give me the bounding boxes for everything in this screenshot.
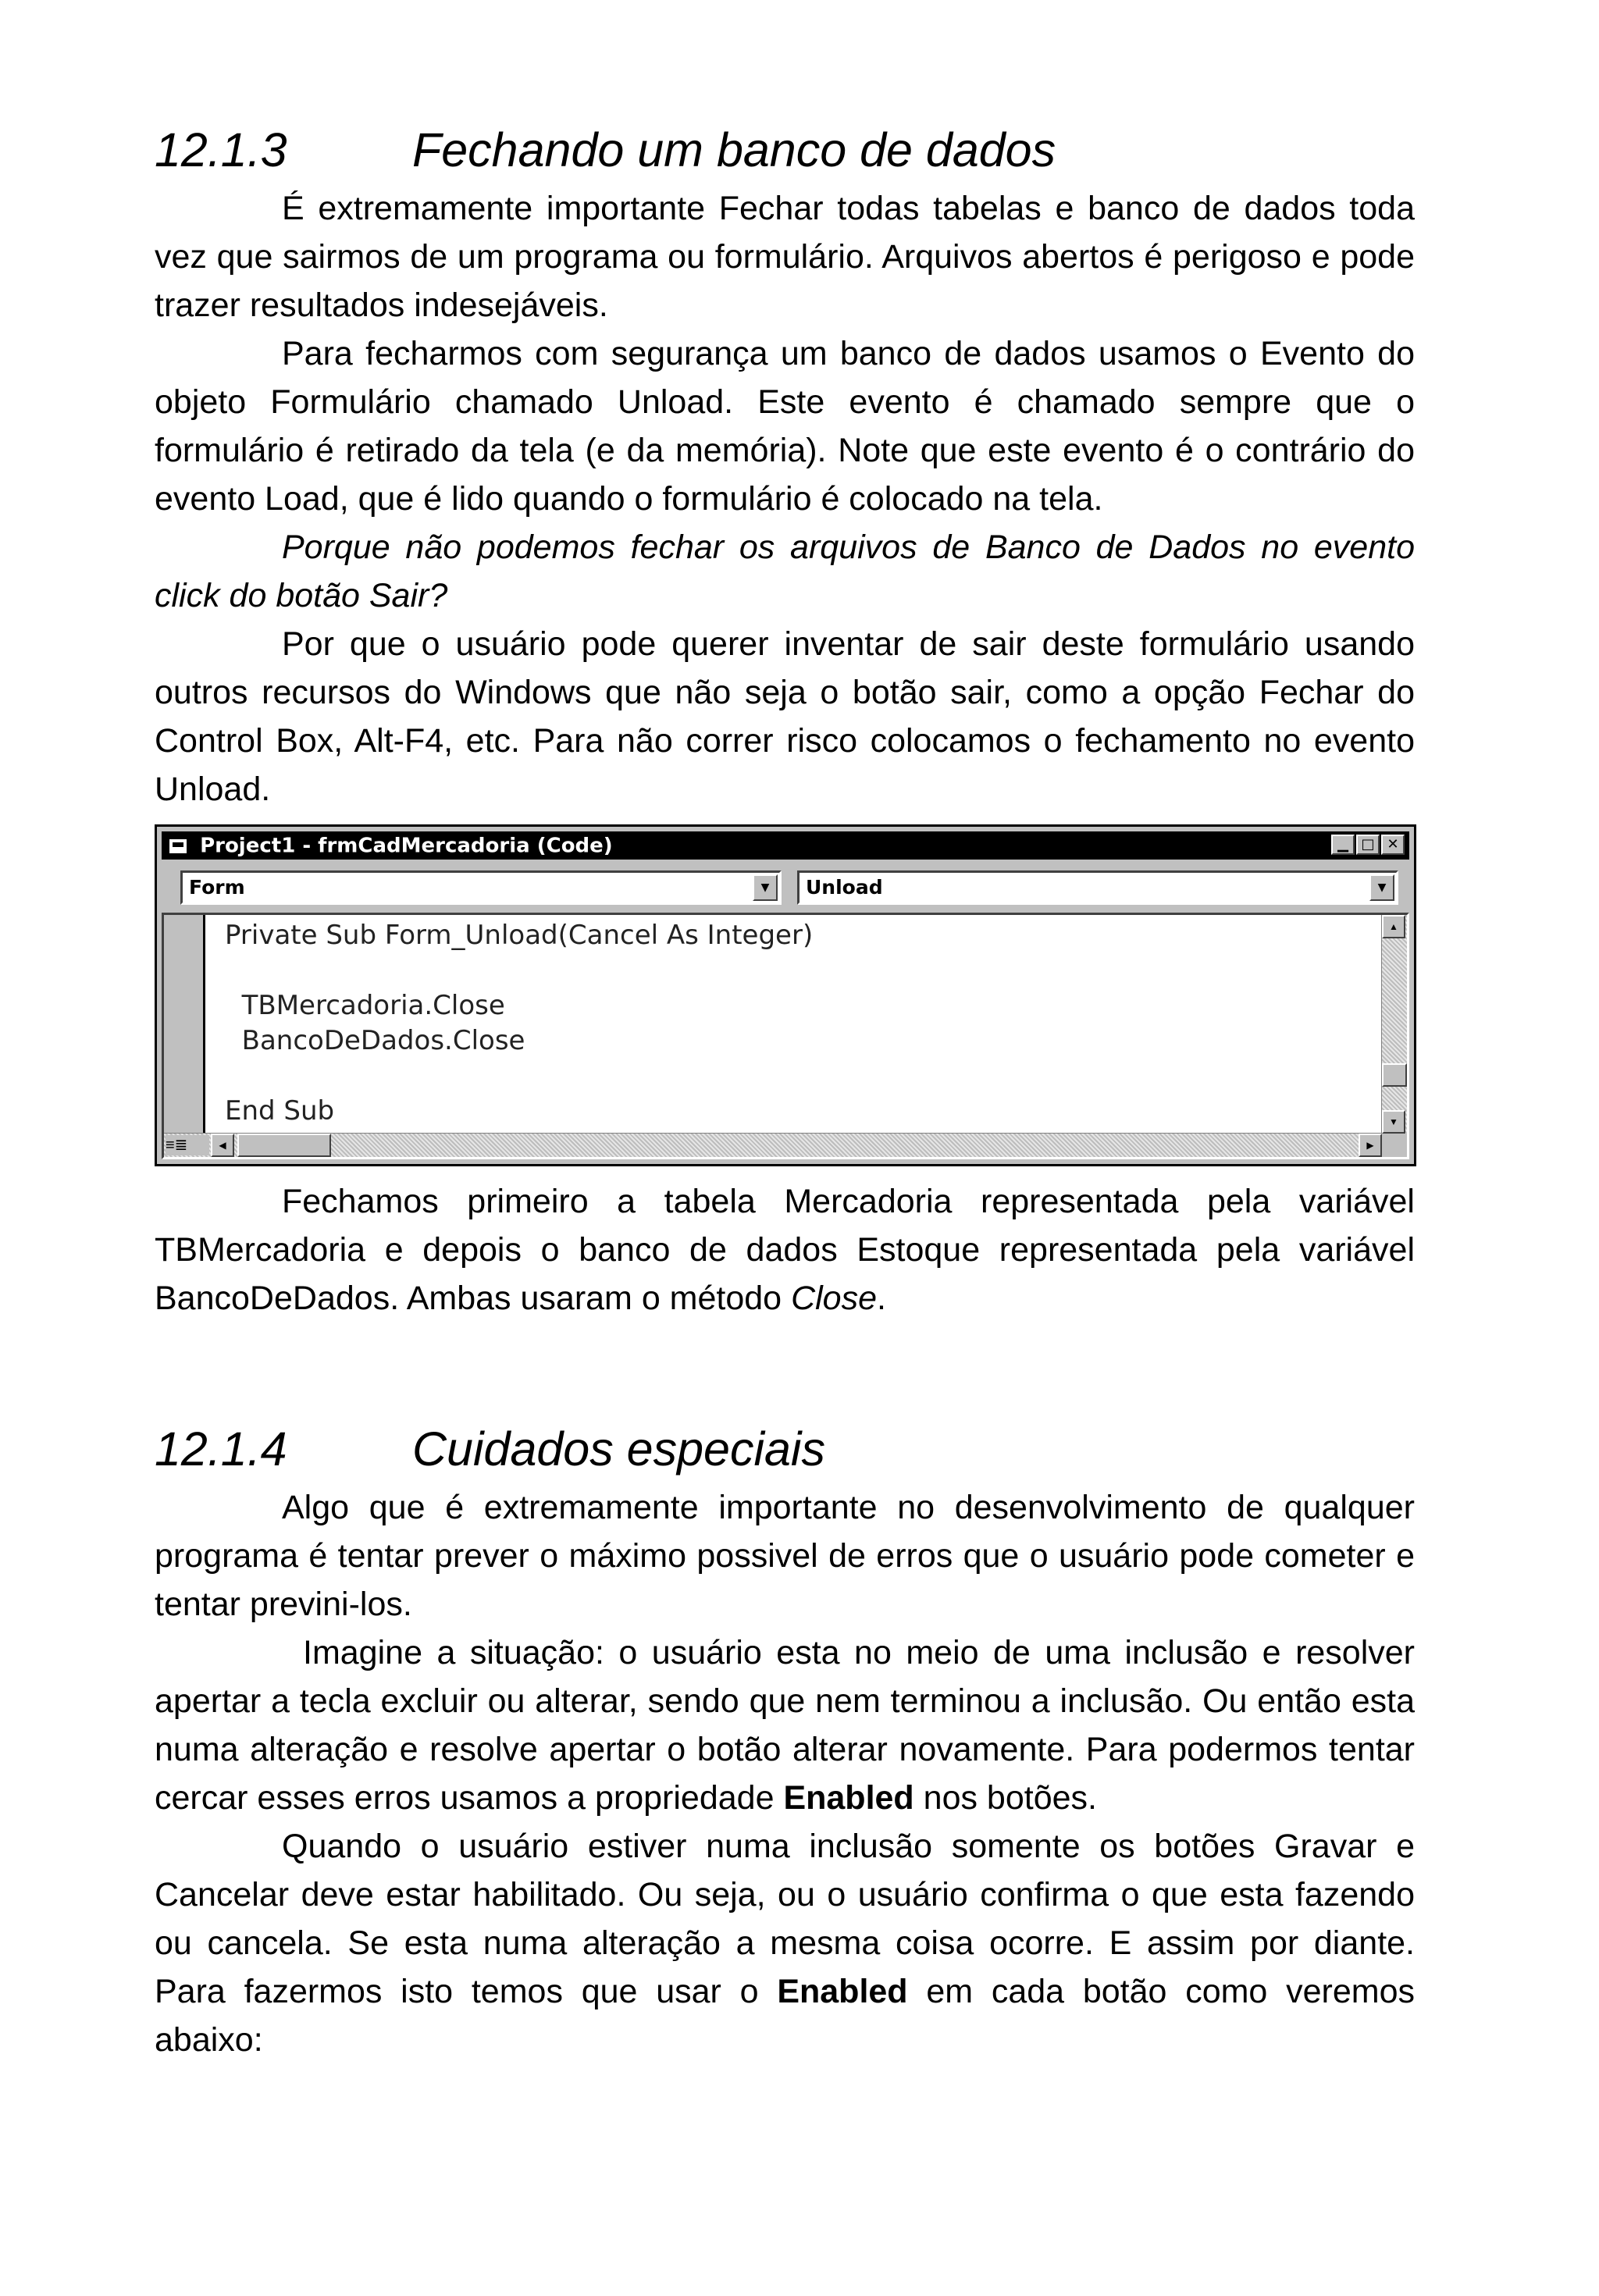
text-run: Imagine a situação: o usuário esta no meio de uma inclusão e resolver apertar a tecla excluir ou alterar, sendo que nem terminou a inclusão. Ou então esta numa alteração e resolve apertar o botão alterar novamente. Para podermos tentar cercar esses erros usamos a propriedade	[155, 1634, 1415, 1817]
window-system-icon	[169, 839, 187, 853]
section-number: 12.1.3	[155, 123, 287, 176]
code-editor	[162, 913, 1409, 1159]
document-page	[155, 116, 1415, 2064]
chevron-down-icon: ▼	[1369, 874, 1394, 901]
text-run: nos botões.	[913, 1779, 1097, 1817]
section-heading-1	[155, 119, 1415, 181]
view-toggle-icon: ≡≣	[166, 1135, 209, 1155]
vertical-scrollbar	[1381, 915, 1407, 1134]
paragraph: Por que o usuário pode querer inventar de sair deste formulário usando outros recursos do Windows que não seja o botão sair, como a opção Fechar do Control Box, Alt-F4, etc. Para não correr risco colocamos o fechamento no evento Unload.	[155, 625, 1415, 808]
text-run-italic: Close	[791, 1280, 877, 1317]
resize-grip-icon	[1382, 1134, 1407, 1157]
maximize-icon: □	[1356, 835, 1380, 855]
text-run-bold: Enabled	[777, 1973, 908, 2010]
paragraph	[155, 1822, 1415, 2064]
horizontal-scrollbar	[164, 1133, 1382, 1157]
text-run: .	[877, 1280, 886, 1317]
code-line: Private Sub Form_Unload(Cancel As Integer)	[225, 920, 814, 951]
vb-code-window-screenshot	[155, 824, 1416, 1166]
scroll-down-icon: ▼	[1382, 1110, 1405, 1134]
window-title: Project1 - frmCadMercadoria (Code)	[200, 834, 613, 858]
scroll-left-icon: ◀	[211, 1134, 234, 1157]
code-line	[225, 1059, 813, 1094]
text-run: Quando o usuário estiver numa inclusão somente os botões Gravar e Cancelar deve estar habilitado. Ou seja, ou o usuário confirma o que esta fazendo ou cancela. Se esta numa alteração a mesma coisa ocorre. E assim por diante. Para fazermos isto temos que usar o	[155, 1828, 1415, 2010]
text-run-bold: Enabled	[783, 1779, 914, 1817]
paragraph: Para fecharmos com segurança um banco de dados usamos o Evento do objeto Formulário chamado Unload. Este evento é chamado sempre que o formulário é retirado da tela (e da memória). Note que este evento é o contrário do evento Load, que é lido quando o formulário é colocado na tela.	[155, 335, 1415, 518]
paragraph	[155, 1629, 1415, 1822]
procedure-combo-value: Unload	[806, 876, 883, 899]
paragraph-question	[155, 523, 1415, 620]
window-title-bar	[162, 831, 1409, 860]
text-run: em cada botão como veremos abaixo:	[155, 1973, 1415, 2059]
section-number: 12.1.4	[155, 1422, 287, 1475]
code-gutter	[164, 915, 205, 1134]
scroll-thumb	[237, 1134, 331, 1157]
code-line: TBMercadoria.Close	[225, 990, 505, 1021]
scroll-up-icon: ▲	[1382, 915, 1405, 938]
chevron-down-icon: ▼	[753, 874, 778, 901]
code-lines	[225, 918, 813, 1129]
procedure-combo	[797, 870, 1398, 905]
paragraph: É extremamente importante Fechar todas tabelas e banco de dados toda vez que sairmos de um programa ou formulário. Arquivos abertos é perigoso e pode trazer resultados indesejáveis.	[155, 190, 1415, 324]
section-heading-2	[155, 1418, 1415, 1480]
code-line	[225, 953, 813, 988]
scroll-thumb	[1382, 1063, 1407, 1087]
text-run: Fechamos primeiro a tabela Mercadoria representada pela variável TBMercadoria e depois o banco de dados Estoque representada pela variável BancoDeDados. Ambas usaram o método	[155, 1183, 1415, 1317]
object-combo-value: Form	[189, 876, 245, 899]
section-title: Cuidados especiais	[412, 1422, 825, 1475]
code-line: End Sub	[225, 1095, 335, 1127]
window-controls	[1331, 835, 1405, 855]
object-combo	[180, 870, 782, 905]
code-line: BancoDeDados.Close	[225, 1025, 525, 1056]
minimize-icon: ▁	[1331, 835, 1355, 855]
paragraph	[155, 1177, 1415, 1322]
question-text: Porque não podemos fechar os arquivos de Banco de Dados no evento click do botão Sair?	[155, 529, 1415, 614]
paragraph: Algo que é extremamente importante no desenvolvimento de qualquer programa é tentar prever o máximo possivel de erros que o usuário pode cometer e tentar previni-los.	[155, 1489, 1415, 1623]
section-title: Fechando um banco de dados	[412, 123, 1056, 176]
close-icon: ✕	[1381, 835, 1405, 855]
scroll-right-icon: ▶	[1359, 1134, 1382, 1157]
